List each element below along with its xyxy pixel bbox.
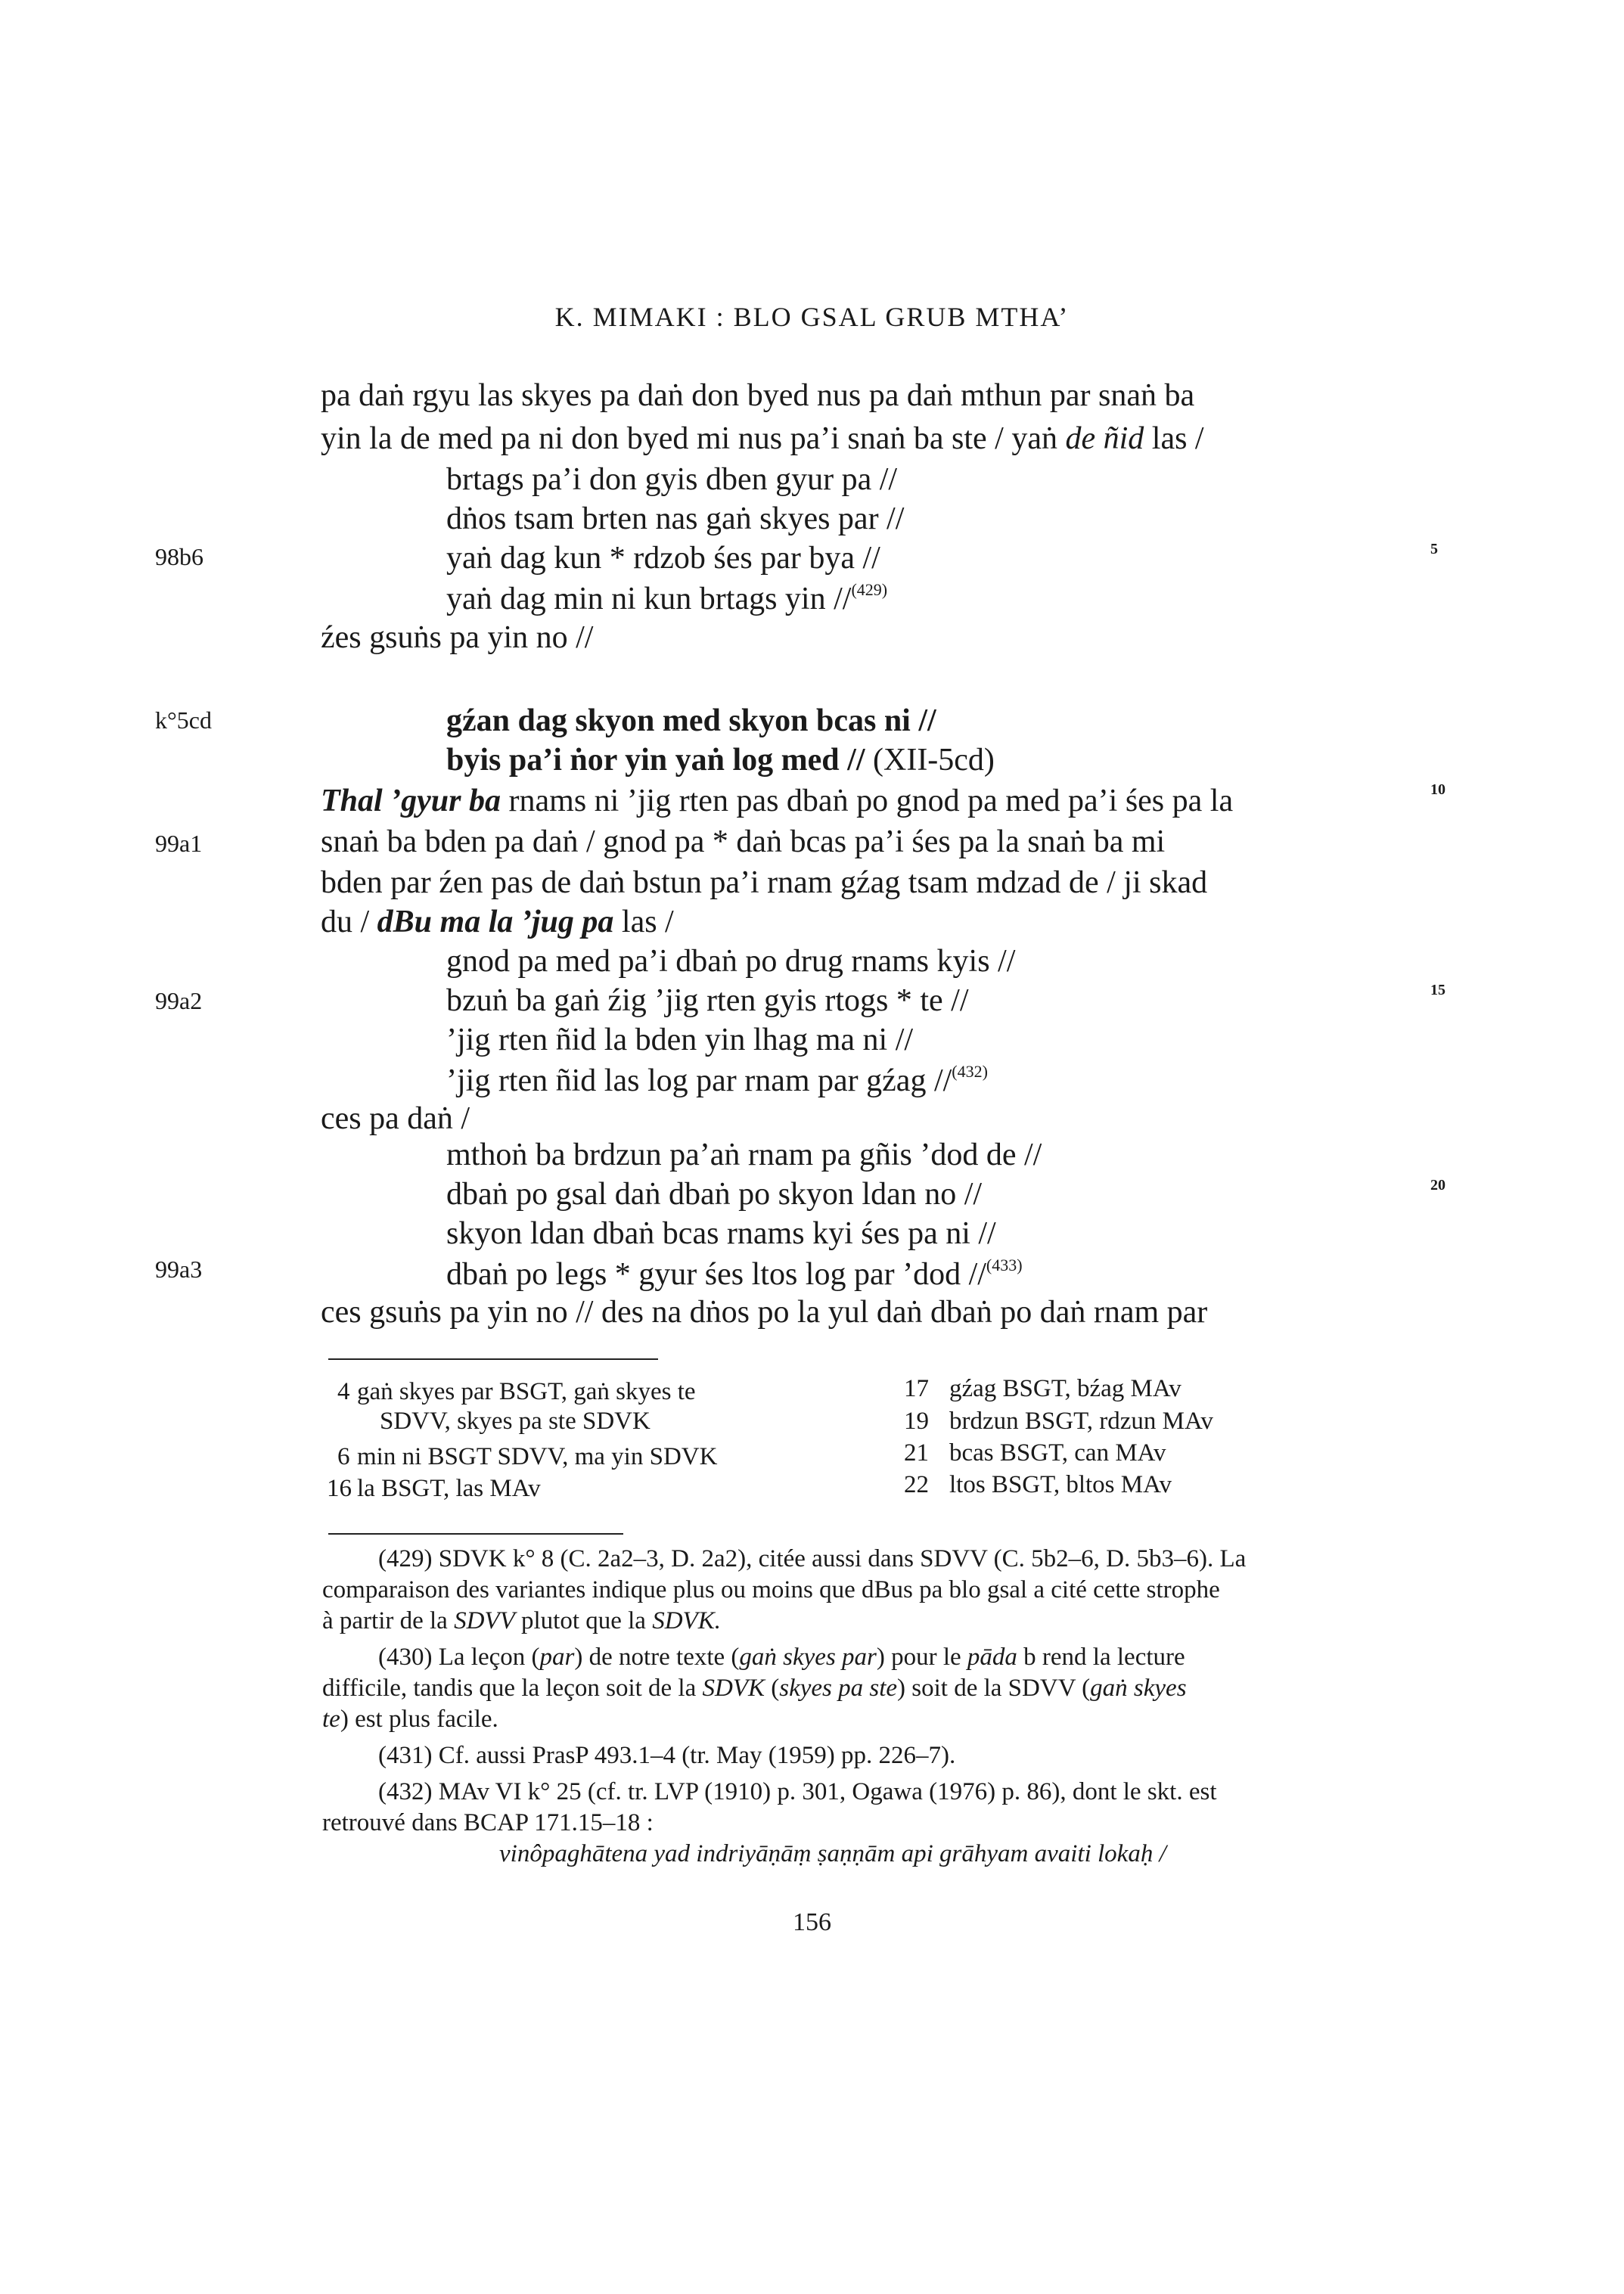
line-number-20: 20 [1430, 1177, 1445, 1194]
verse-line: gnod pa med pa’i dbaṅ po drug rnams kyis // [446, 944, 1016, 979]
text-line: pa daṅ rgyu las skyes pa daṅ don byed nus pa daṅ mthun par snaṅ ba [321, 378, 1195, 413]
apparatus-number: 22 [904, 1471, 929, 1498]
footnote-430: (430) La leçon (par) de notre texte (gaṅ skyes par) pour le pāda b rend la lecture [378, 1644, 1185, 1671]
apparatus-rule [328, 1358, 658, 1360]
verse-line: yaṅ dag kun * rdzob śes par bya // [446, 541, 880, 576]
line-number-15: 15 [1430, 982, 1445, 998]
line-number-10: 10 [1430, 781, 1445, 798]
footnote-431: (431) Cf. aussi PrasP 493.1–4 (tr. May (1959) pp. 226–7). [378, 1742, 956, 1769]
text-line: ces gsuṅs pa yin no // des na dṅos po la yul daṅ dbaṅ po daṅ rnam par [321, 1295, 1208, 1330]
apparatus-entry: la BSGT, las MAv [357, 1475, 541, 1502]
text-line: Thal ’gyur ba rnams ni ’jig rten pas dbaṅ po gnod pa med pa’i śes pa la [321, 784, 1234, 818]
footnote-line: te) est plus facile. [322, 1706, 498, 1733]
verse-line: dbaṅ po legs * gyur śes ltos log par ’dod //$^{(433)}$ [446, 1256, 1023, 1292]
text-line: snaṅ ba bden pa daṅ / gnod pa * daṅ bcas pa’i śes pa la snaṅ ba mi [321, 824, 1166, 859]
apparatus-entry: brdzun BSGT, rdzun MAv [949, 1408, 1213, 1435]
footnote-432: (432) MAv VI k° 25 (cf. tr. LVP (1910) p. 301, Ogawa (1976) p. 86), dont le skt. est [378, 1778, 1217, 1805]
margin-ref-99a3: 99a3 [155, 1256, 203, 1283]
footnote-line: difficile, tandis que la leçon soit de la SDVK (skyes pa ste) soit de la SDVV (gaṅ skyes [322, 1675, 1187, 1702]
verse-line: dbaṅ po gsal daṅ dbaṅ po skyon ldan no // [446, 1177, 983, 1212]
verse-line: skyon ldan dbaṅ bcas rnams kyi śes pa ni // [446, 1216, 996, 1251]
sanskrit-quote: vinôpaghātena yad indriyāṇāṃ ṣaṇṇām api grāhyam avaiti lokaḥ / [499, 1840, 1166, 1867]
apparatus-entry: gźag BSGT, bźag MAv [949, 1375, 1182, 1402]
text-line: bden par źen pas de daṅ bstun pa’i rnam gźag tsam mdzad de / ji skad [321, 865, 1208, 900]
footnote-429: (429) SDVK k° 8 (C. 2a2–3, D. 2a2), citée aussi dans SDVV (C. 5b2–6, D. 5b3–6). La [378, 1545, 1247, 1572]
apparatus-entry: min ni BSGT SDVV, ma yin SDVK [357, 1443, 718, 1470]
verse-line: mthoṅ ba brdzun pa’aṅ rnam pa gñis ’dod de // [446, 1138, 1042, 1172]
verse-line: ’jig rten ñid las log par rnam par gźag //$^{(432)}$ [446, 1062, 988, 1098]
verse-line: ’jig rten ñid la bden yin lhag ma ni // [446, 1023, 914, 1057]
footnote-rule [328, 1533, 623, 1535]
apparatus-number: 6 [337, 1443, 350, 1470]
text-line: źes gsuṅs pa yin no // [321, 620, 594, 655]
margin-ref-k5cd: k°5cd [155, 706, 212, 734]
text-line: ces pa daṅ / [321, 1101, 470, 1136]
margin-ref-98b6: 98b6 [155, 543, 203, 570]
verse-line-bold: gźan dag skyon med skyon bcas ni // [446, 703, 936, 738]
text-line: yin la de med pa ni don byed mi nus pa’i snaṅ ba ste / yaṅ de ñid las / [321, 421, 1204, 456]
line-number-5: 5 [1430, 541, 1438, 557]
apparatus-number: 16 [327, 1475, 352, 1502]
text-line: du / dBu ma la ’jug pa las / [321, 905, 674, 939]
margin-ref-99a2: 99a2 [155, 987, 203, 1014]
footnote-line: retrouvé dans BCAP 171.15–18 : [322, 1809, 654, 1836]
apparatus-number: 17 [904, 1375, 929, 1402]
apparatus-entry: SDVV, skyes pa ste SDVK [380, 1408, 651, 1435]
margin-ref-99a1: 99a1 [155, 830, 203, 857]
footnote-line: comparaison des variantes indique plus ou moins que dBus pa blo gsal a cité cette strophe [322, 1576, 1220, 1603]
page-number: 156 [793, 1908, 831, 1936]
apparatus-entry: ltos BSGT, bltos MAv [949, 1471, 1172, 1498]
running-header: K. MIMAKI : BLO GSAL GRUB MTHA’ [554, 302, 1070, 332]
apparatus-entry: gaṅ skyes par BSGT, gaṅ skyes te [357, 1378, 696, 1405]
verse-line: bzuṅ ba gaṅ źig ’jig rten gyis rtogs * te // [446, 983, 969, 1018]
verse-line: dṅos tsam brten nas gaṅ skyes par // [446, 501, 905, 536]
apparatus-entry: bcas BSGT, can MAv [949, 1439, 1166, 1467]
footnote-line: à partir de la SDVV plutot que la SDVK. [322, 1607, 721, 1634]
apparatus-number: 19 [904, 1408, 929, 1435]
verse-line-bold: byis pa’i ṅor yin yaṅ log med // (XII-5cd) [446, 743, 995, 778]
verse-line: yaṅ dag min ni kun brtags yin //$^{(429)}$ [446, 580, 888, 616]
verse-line: brtags pa’i don gyis dben gyur pa // [446, 462, 898, 497]
apparatus-number: 4 [337, 1378, 350, 1405]
apparatus-number: 21 [904, 1439, 929, 1467]
